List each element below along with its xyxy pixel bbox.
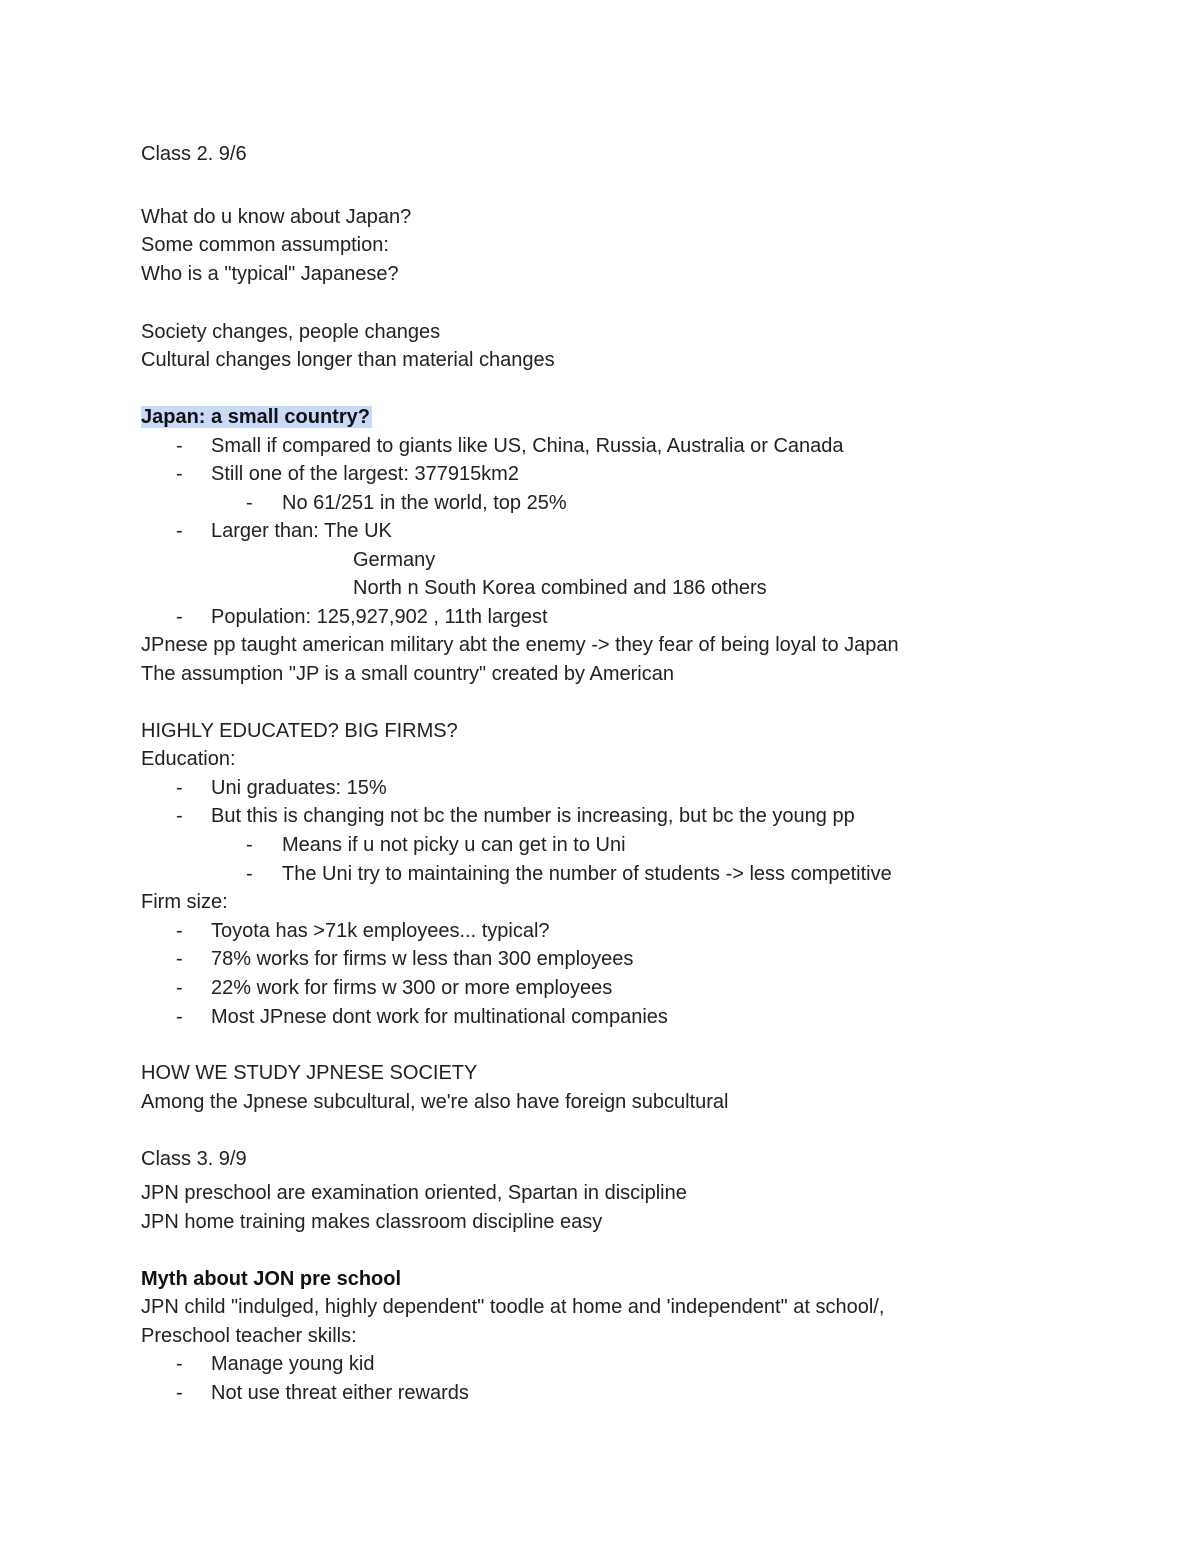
- highlighted-heading: Japan: a small country?: [141, 406, 370, 428]
- section-heading: [141, 404, 372, 430]
- text-line: The assumption "JP is a small country" created by American: [141, 663, 674, 685]
- list-item: Population: 125,927,902 , 11th largest: [211, 606, 548, 628]
- subsection-label: Education:: [141, 748, 236, 770]
- bullet-dash: -: [176, 463, 183, 485]
- list-continuation: North n South Korea combined and 186 others: [353, 577, 767, 599]
- list-continuation: Germany: [353, 549, 436, 571]
- section-heading: HIGHLY EDUCATED? BIG FIRMS?: [141, 720, 458, 742]
- list-item: Not use threat either rewards: [211, 1382, 469, 1404]
- bullet-dash: -: [176, 805, 183, 827]
- list-item: Small if compared to giants like US, China, Russia, Australia or Canada: [211, 435, 844, 457]
- bullet-dash: -: [176, 1006, 183, 1028]
- bullet-dash: -: [246, 492, 253, 514]
- text-line: Preschool teacher skills:: [141, 1325, 357, 1347]
- bullet-dash: -: [246, 863, 253, 885]
- bullet-dash: -: [246, 834, 253, 856]
- list-item: The Uni try to maintaining the number of students -> less competitive: [282, 863, 892, 885]
- section-heading: HOW WE STUDY JPNESE SOCIETY: [141, 1062, 478, 1084]
- list-item: 78% works for firms w less than 300 employees: [211, 948, 634, 970]
- text-line: JPnese pp taught american military abt the enemy -> they fear of being loyal to Japan: [141, 634, 899, 656]
- bullet-dash: -: [176, 520, 183, 542]
- class-title: Class 3. 9/9: [141, 1148, 247, 1170]
- bullet-dash: -: [176, 1353, 183, 1375]
- text-line: Some common assumption:: [141, 234, 389, 256]
- list-item: No 61/251 in the world, top 25%: [282, 492, 567, 514]
- bullet-dash: -: [176, 435, 183, 457]
- bullet-dash: -: [176, 777, 183, 799]
- list-item: Toyota has >71k employees... typical?: [211, 920, 550, 942]
- text-line: JPN preschool are examination oriented, Spartan in discipline: [141, 1182, 687, 1204]
- bullet-dash: -: [176, 920, 183, 942]
- list-item: 22% work for firms w 300 or more employees: [211, 977, 613, 999]
- bullet-dash: -: [176, 1382, 183, 1404]
- list-item: But this is changing not bc the number is increasing, but bc the young pp: [211, 805, 855, 827]
- class-title: Class 2. 9/6: [141, 143, 247, 165]
- list-item: Larger than: The UK: [211, 520, 392, 542]
- list-item: Uni graduates: 15%: [211, 777, 387, 799]
- list-item: Means if u not picky u can get in to Uni: [282, 834, 626, 856]
- list-item: Manage young kid: [211, 1353, 375, 1375]
- text-line: What do u know about Japan?: [141, 206, 412, 228]
- bullet-dash: -: [176, 977, 183, 999]
- subsection-label: Firm size:: [141, 891, 228, 913]
- bullet-dash: -: [176, 948, 183, 970]
- section-heading: Myth about JON pre school: [141, 1268, 402, 1290]
- text-line: JPN home training makes classroom discipline easy: [141, 1211, 603, 1233]
- text-line: Society changes, people changes: [141, 321, 441, 343]
- list-item: Most JPnese dont work for multinational companies: [211, 1006, 668, 1028]
- text-line: JPN child "indulged, highly dependent" toodle at home and 'independent" at school/,: [141, 1296, 885, 1318]
- text-line: Cultural changes longer than material changes: [141, 349, 555, 371]
- list-item: Still one of the largest: 377915km2: [211, 463, 519, 485]
- bullet-dash: -: [176, 606, 183, 628]
- text-line: Among the Jpnese subcultural, we're also have foreign subcultural: [141, 1091, 729, 1113]
- text-line: Who is a "typical" Japanese?: [141, 263, 399, 285]
